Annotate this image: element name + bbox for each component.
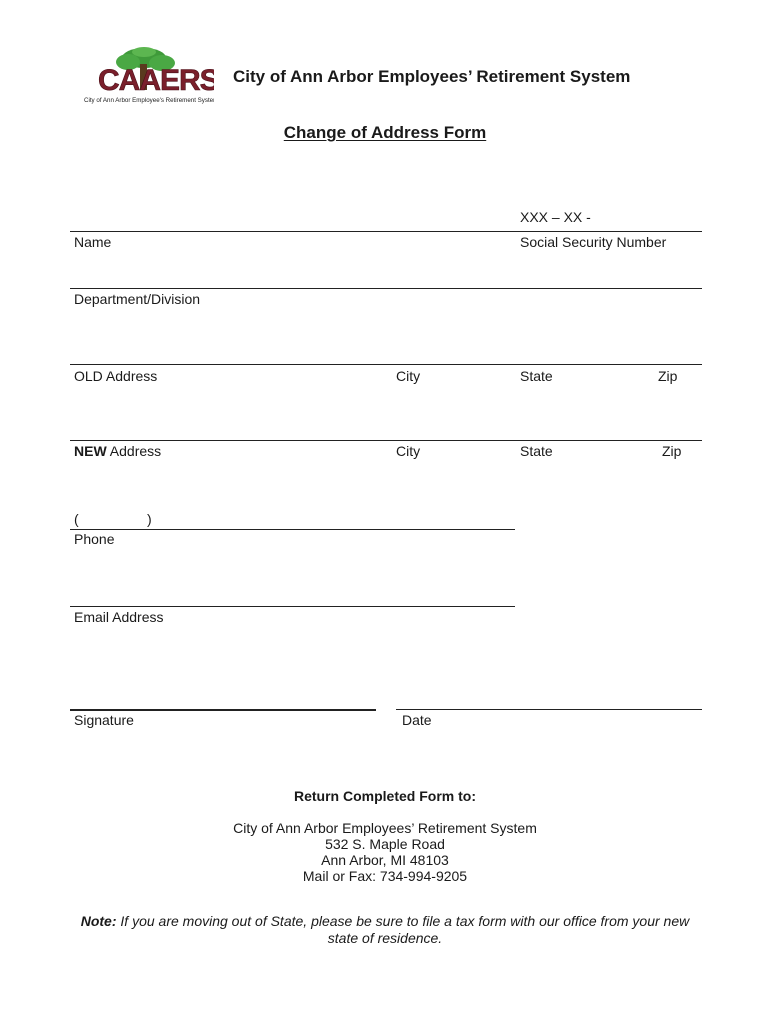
date-label: Date	[402, 712, 432, 728]
note-label: Note:	[80, 913, 117, 929]
return-street: 532 S. Maple Road	[325, 836, 445, 852]
tax-note	[70, 913, 700, 947]
new-address-label-rest: Address	[106, 443, 162, 459]
header-title: City of Ann Arbor Employees’ Retirement System	[233, 67, 631, 86]
logo-subtext: City of Ann Arbor Employee's Retirement System	[84, 97, 214, 104]
caaers-logo	[82, 46, 214, 106]
old-address-line[interactable]	[70, 364, 702, 365]
old-address-label: OLD Address	[74, 368, 158, 384]
return-org: City of Ann Arbor Employees’ Retirement System	[233, 820, 537, 836]
return-address-block	[0, 788, 770, 884]
ssn-prefill-text: XXX – XX -	[520, 209, 591, 225]
phone-line[interactable]	[70, 529, 515, 530]
phone-close-paren: )	[147, 511, 152, 527]
new-address-label	[74, 443, 161, 459]
ssn-label: Social Security Number	[520, 234, 667, 250]
new-address-emphasis: NEW	[74, 443, 107, 459]
form-title: Change of Address Form	[283, 123, 487, 142]
note-text: If you are moving out of State, please be sure to file a tax form with our office from your new state of residence.	[116, 913, 690, 946]
signature-line[interactable]	[70, 709, 376, 711]
signature-label: Signature	[74, 712, 134, 728]
return-city: Ann Arbor, MI 48103	[321, 852, 449, 868]
email-line[interactable]	[70, 606, 515, 607]
department-label: Department/Division	[74, 291, 201, 307]
new-zip-label: Zip	[662, 443, 682, 459]
return-heading: Return Completed Form to:	[294, 788, 476, 804]
old-state-label: State	[520, 368, 553, 384]
old-city-label: City	[396, 368, 421, 384]
new-address-line[interactable]	[70, 440, 702, 441]
date-line[interactable]	[396, 709, 702, 710]
name-label: Name	[74, 234, 112, 250]
return-contact: Mail or Fax: 734-994-9205	[302, 868, 468, 884]
name-ssn-line[interactable]	[70, 231, 702, 232]
email-label: Email Address	[74, 609, 164, 625]
new-city-label: City	[396, 443, 421, 459]
tree-logo-graphic	[82, 46, 214, 106]
department-line[interactable]	[70, 288, 702, 289]
phone-open-paren: (	[74, 511, 79, 527]
logo-wordmark: CAAERS	[98, 64, 214, 97]
phone-label: Phone	[74, 531, 115, 547]
new-state-label: State	[520, 443, 553, 459]
old-zip-label: Zip	[658, 368, 678, 384]
